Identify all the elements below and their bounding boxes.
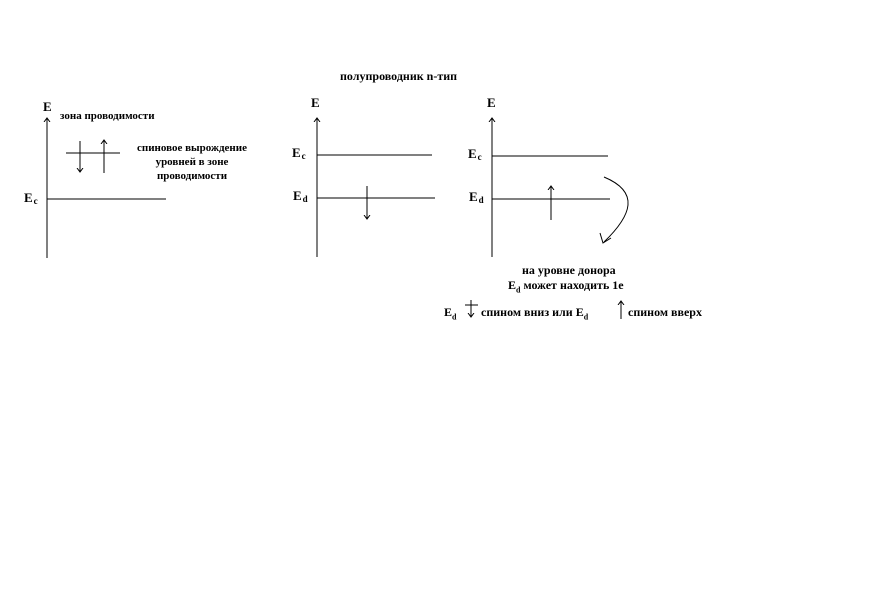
caption-line3-part2: спином вниз или $E_d$ xyxy=(481,305,589,322)
panel1-note-line1: спиновое вырождение xyxy=(137,142,247,154)
caption-line2: $E_d$ может находить 1е xyxy=(508,278,624,295)
panel2-level-d-label: $E_d$ xyxy=(293,188,308,204)
panel1-note-line3: проводимости xyxy=(156,170,228,182)
panel3-level-c-label: $E_c$ xyxy=(468,146,482,162)
caption-line1: на уровне донора xyxy=(522,263,616,277)
panel3-curved-arrow xyxy=(604,177,628,242)
diagram-title: полупроводник n-тип xyxy=(340,69,458,83)
panel1-note xyxy=(122,141,262,183)
caption-line3-part3: спином вверх xyxy=(628,305,702,319)
panel1-zone-label: зона проводимости xyxy=(60,110,155,122)
panel1-note-line2: уровней в зоне xyxy=(155,156,229,168)
panel3-curved-arrow-head xyxy=(600,233,611,243)
panel3-level-d-label: $E_d$ xyxy=(469,189,484,205)
caption-line3-part1: $E_d$ xyxy=(444,305,457,322)
panel1-level-label: $E_c$ xyxy=(24,190,38,206)
panel2-level-c-label: $E_c$ xyxy=(292,145,306,161)
panel1-axis-label: E xyxy=(43,99,52,114)
panel2-axis-label: E xyxy=(311,95,320,110)
panel3-axis-label: E xyxy=(487,95,496,110)
